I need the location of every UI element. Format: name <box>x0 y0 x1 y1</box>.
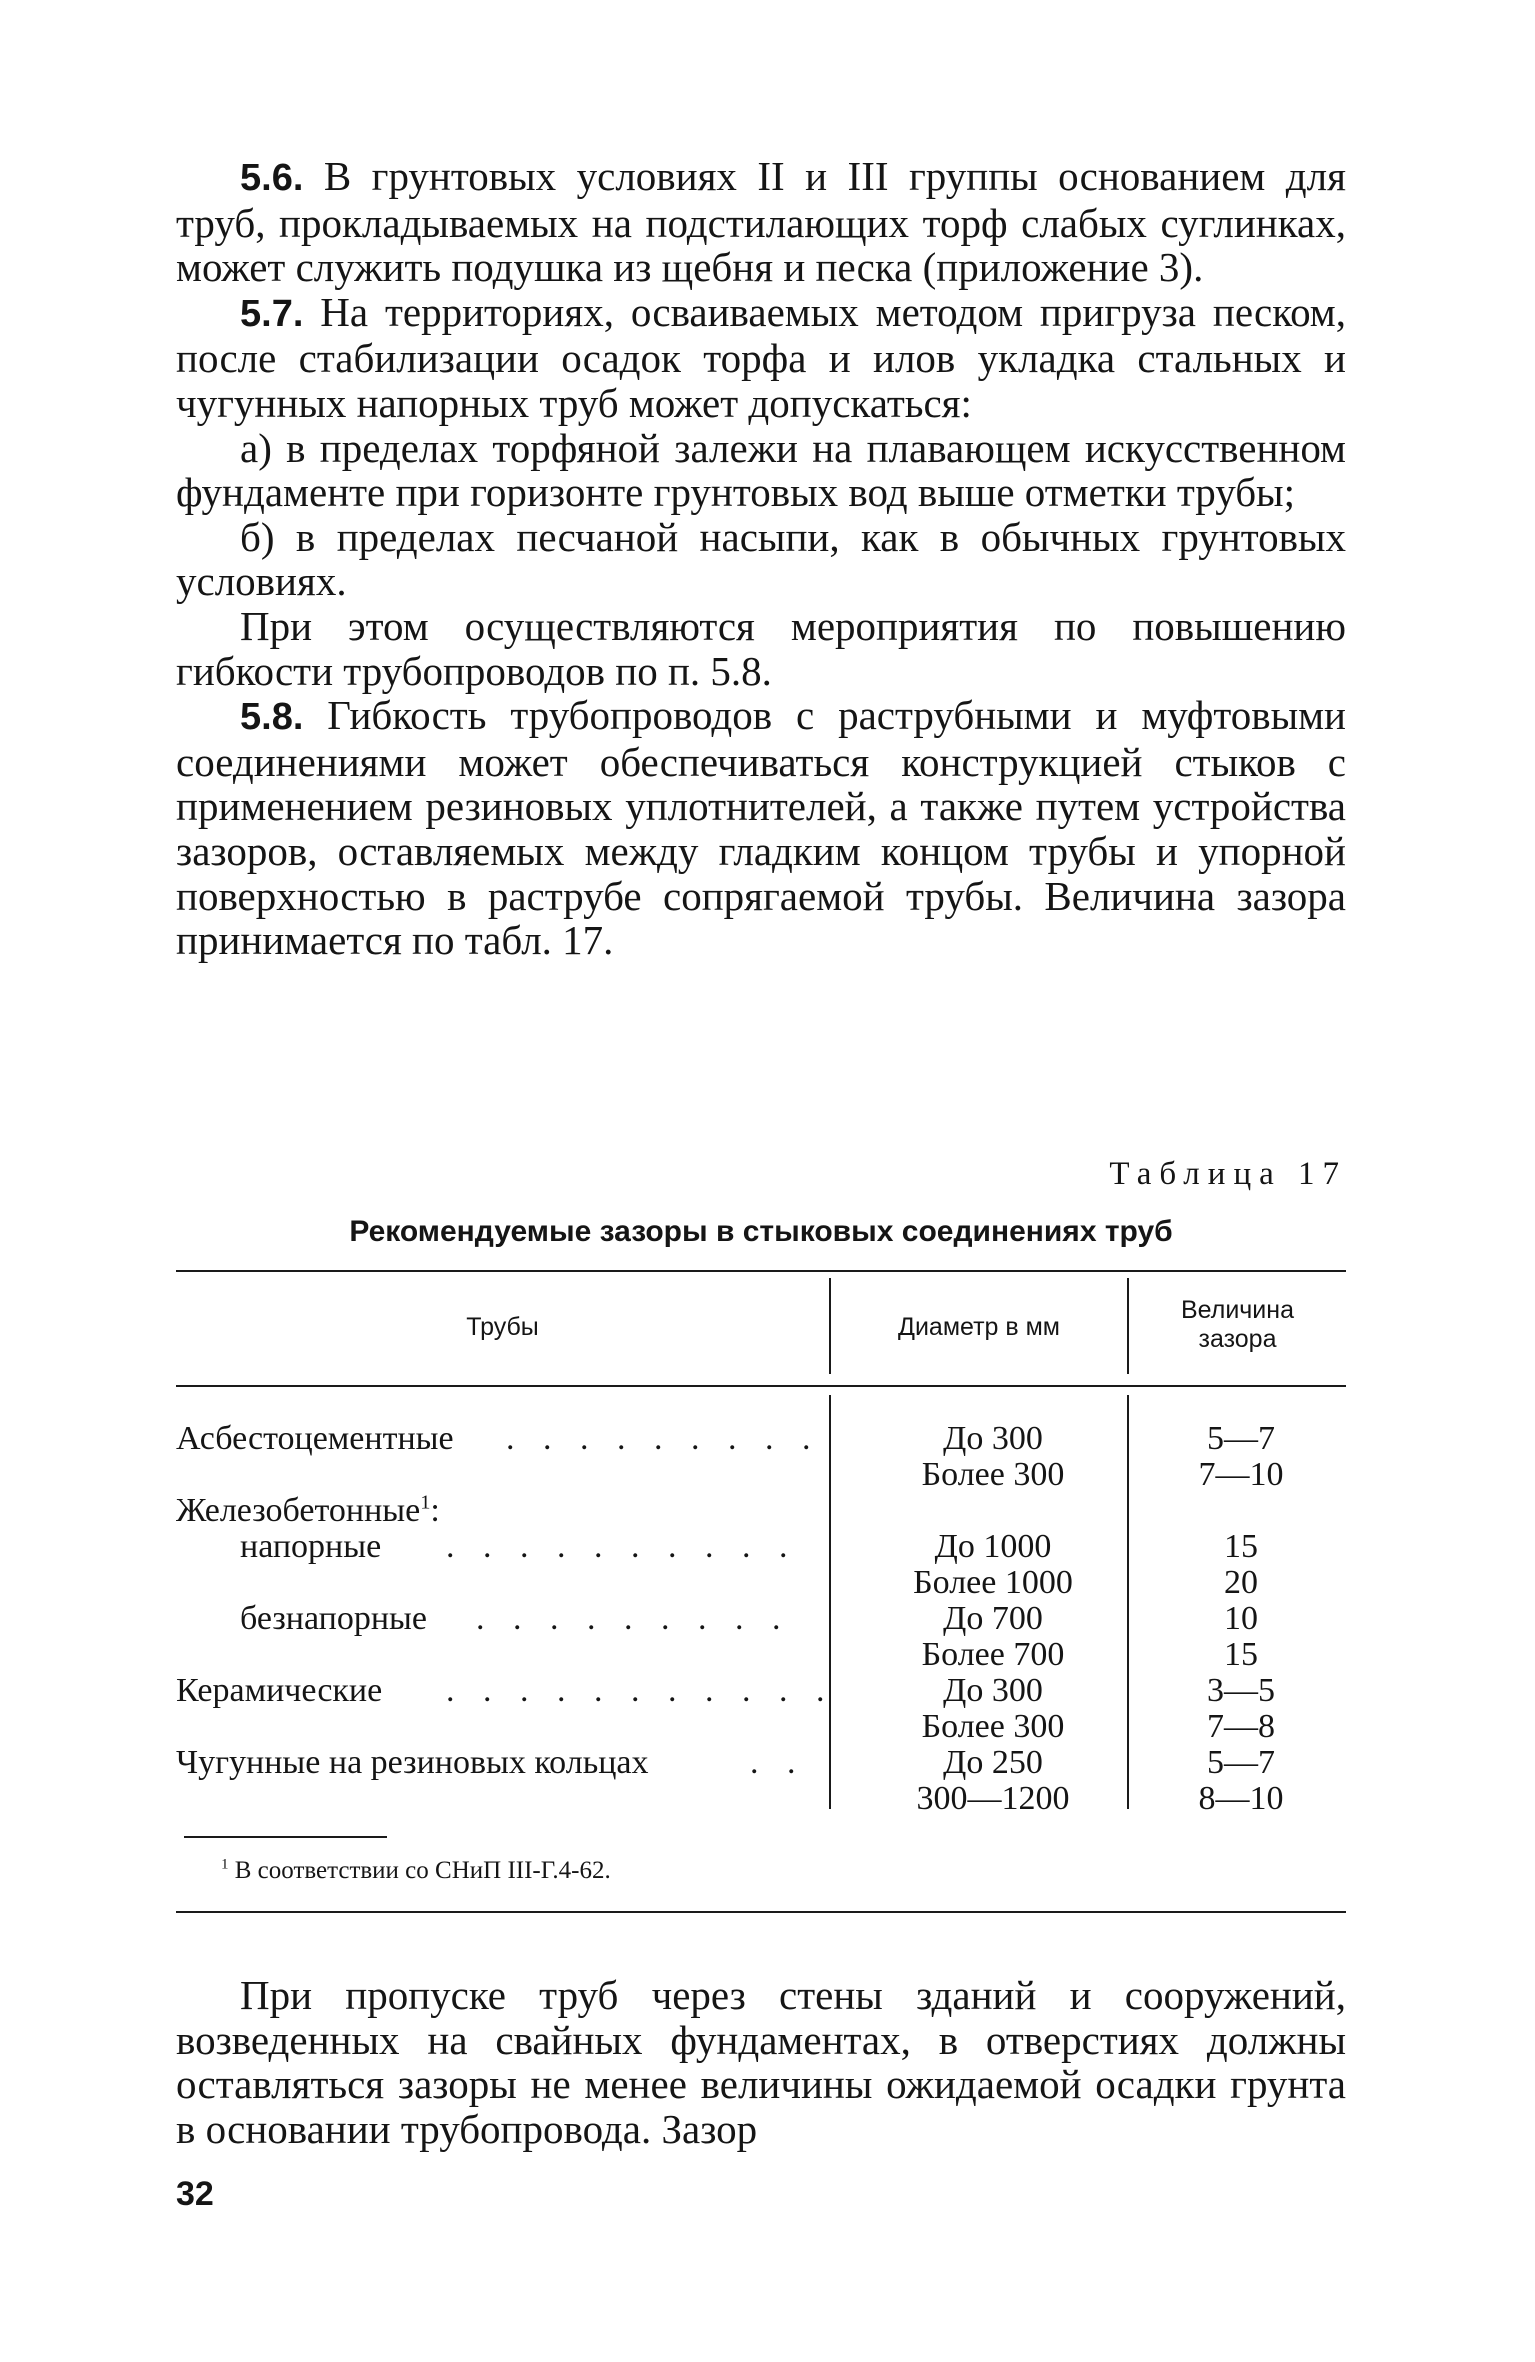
label-colon: : <box>430 1492 440 1529</box>
leader-dots: . . . . . . . . . . . <box>446 1672 835 1709</box>
header-gap-line: зазора <box>1198 1325 1277 1353</box>
leader-dots: . . <box>750 1744 806 1781</box>
gap-cell: 20 <box>1224 1564 1258 1601</box>
pipe-type-ceramic: Керамические <box>176 1672 383 1709</box>
paragraph-pipe-passage: При пропуске труб через стены зданий и сооружений, возведенных на свайных фундаментах, в отверстиях должны оставляться зазоры не менее величины ожидаемой осадки грунта в основании трубопровода. Зазор <box>176 1972 1346 2152</box>
paragraph-5-6 <box>176 154 1346 290</box>
paragraph-5-7 <box>176 290 1346 426</box>
diameter-cell: 300—1200 <box>916 1780 1070 1817</box>
header-gap-line: Величина <box>1180 1296 1294 1324</box>
paragraph-measures <box>176 604 1346 693</box>
diameter-cell: До 250 <box>943 1744 1043 1781</box>
paragraph-text: Гибкость трубопроводов с раструбными и муфтовыми соединениями может обеспечиваться конструкцией стыков с применением резиновых уплотнителей, а также путем устройства зазоров, оставляемых между гладким концом трубы и упорной поверхностью в раструбе сопрягаемой трубы. Величина зазора принимается по табл. 17. <box>176 692 1346 964</box>
gap-cell: 15 <box>1224 1636 1258 1673</box>
diameter-cell: До 300 <box>943 1420 1043 1457</box>
gap-cell: 5—7 <box>1207 1744 1275 1781</box>
diameter-cell: Более 300 <box>921 1708 1065 1745</box>
table-label: Таблица 17 <box>1109 1156 1347 1192</box>
leader-dots: . . . . . . . . . <box>476 1600 791 1637</box>
table-column-divider <box>829 1395 831 1809</box>
paragraph-text: При этом осуществляются мероприятия по повышению гибкости трубопроводов по п. 5.8. <box>176 602 1346 694</box>
gap-cell: 5—7 <box>1207 1420 1275 1457</box>
pipe-type-reinforced-concrete <box>176 1493 440 1529</box>
pipe-subtype-pressure: напорные <box>240 1528 382 1565</box>
table-footnote <box>221 1856 611 1886</box>
header-pipes: Трубы <box>466 1313 539 1341</box>
table-top-rule <box>176 1270 1346 1272</box>
diameter-cell: Более 300 <box>921 1456 1065 1493</box>
footnote-text: В соответствии со СНиП III-Г.4-62. <box>228 1857 611 1884</box>
table-title: Рекомендуемые зазоры в стыковых соединениях труб <box>349 1215 1173 1248</box>
table-header-rule <box>176 1385 1346 1387</box>
clause-number: 5.6. <box>240 157 304 199</box>
table-column-divider <box>1127 1395 1129 1809</box>
gap-cell: 8—10 <box>1198 1780 1284 1817</box>
gap-cell: 15 <box>1224 1528 1258 1565</box>
diameter-cell: До 700 <box>943 1600 1043 1637</box>
gap-cell: 7—10 <box>1198 1456 1284 1493</box>
leader-dots: . . . . . . . . . . <box>446 1528 798 1565</box>
footnote-marker: 1 <box>420 1491 431 1514</box>
footnote-marker: 1 <box>221 1856 229 1873</box>
diameter-cell: До 1000 <box>934 1528 1052 1565</box>
diameter-cell: До 300 <box>943 1672 1043 1709</box>
bottom-text-block <box>176 1973 1346 2151</box>
top-text-block <box>176 154 1346 963</box>
gap-cell: 7—8 <box>1207 1708 1275 1745</box>
pipe-type-cast-iron: Чугунные на резиновых кольцах <box>176 1744 649 1781</box>
pipe-subtype-gravity: безнапорные <box>240 1600 427 1637</box>
paragraph-text: В грунтовых условиях II и III группы основанием для труб, прокладываемых на подстилающих торф слабых суглинках, может служить подушка из щебня и песка (приложение 3). <box>176 153 1346 291</box>
clause-number: 5.8. <box>240 696 304 739</box>
footnote-separator <box>184 1836 387 1838</box>
pipe-type-asbestos: Асбестоцементные <box>176 1420 454 1457</box>
leader-dots: . . . . . . . . . <box>506 1420 821 1457</box>
pipe-type-label: Железобетонные <box>176 1492 421 1529</box>
header-gap <box>1129 1296 1346 1354</box>
clause-number: 5.7. <box>240 292 304 335</box>
diameter-cell: Более 700 <box>921 1636 1065 1673</box>
header-diameter: Диаметр в мм <box>898 1313 1060 1341</box>
paragraph-text: а) в пределах торфяной залежи на плавающем искусственном фундаменте при горизонте грунтовых вод выше отметки трубы; <box>176 424 1346 516</box>
paragraph-5-8 <box>176 693 1346 963</box>
diameter-cell: Более 1000 <box>913 1564 1073 1601</box>
paragraph-text: б) в пределах песчаной насыпи, как в обычных грунтовых условиях. <box>176 513 1346 605</box>
page-number: 32 <box>176 2175 214 2213</box>
paragraph-item-b <box>176 515 1346 604</box>
gap-cell: 3—5 <box>1207 1672 1275 1709</box>
table-bottom-rule <box>176 1911 1346 1913</box>
gap-cell: 10 <box>1224 1600 1258 1637</box>
paragraph-item-a <box>176 426 1346 515</box>
paragraph-text: На территориях, осваиваемых методом пригруза песком, после стабилизации осадок торфа и илов укладка стальных и чугунных напорных труб может допускаться: <box>176 288 1346 426</box>
